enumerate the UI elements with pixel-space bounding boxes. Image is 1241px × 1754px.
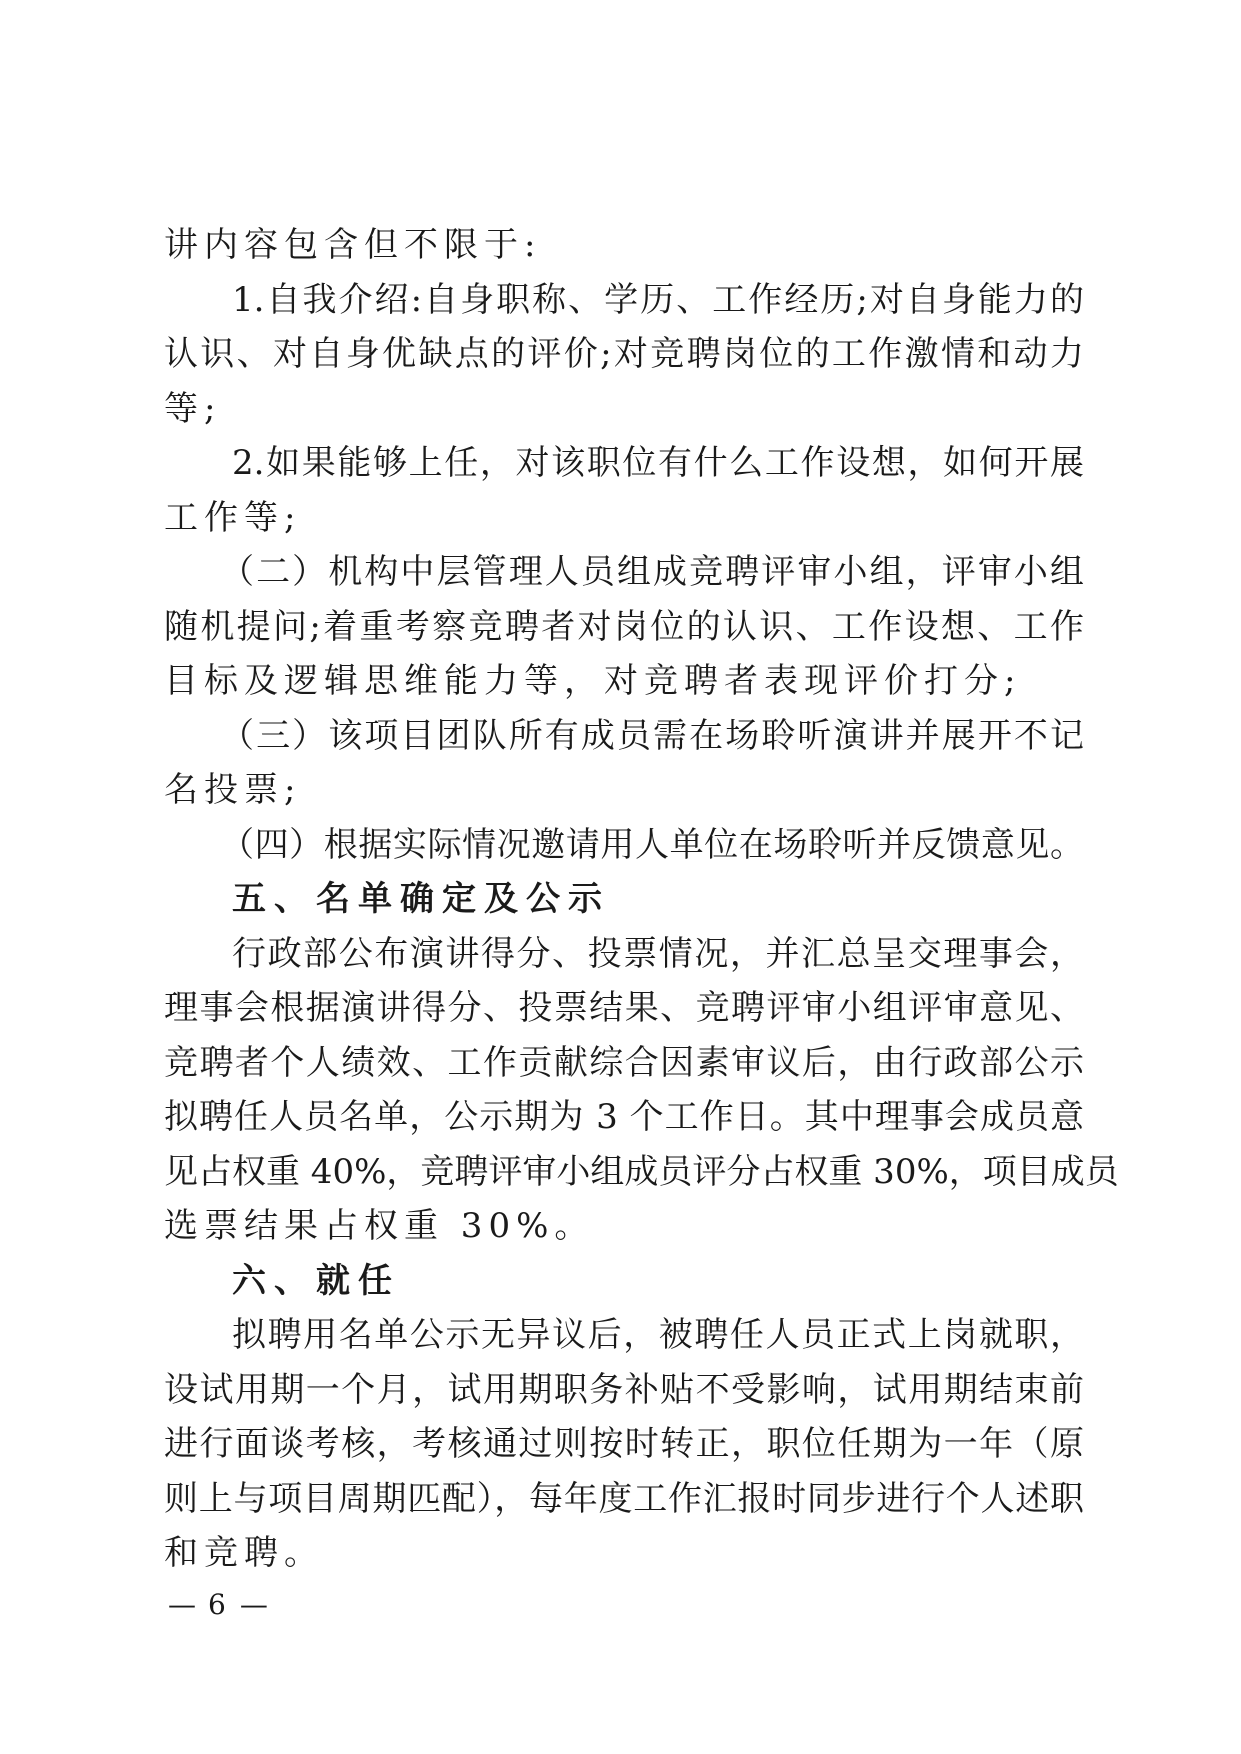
text-line: （二）机构中层管理人员组成竞聘评审小组，评审小组 [220, 552, 1084, 592]
text-line: 随机提问;着重考察竞聘者对岗位的认识、工作设想、工作 [164, 606, 1084, 647]
text-line: 讲内容包含但不限于: [164, 225, 542, 265]
text-line: （三）该项目团队所有成员需在场聆听演讲并展开不记 [220, 715, 1084, 756]
text-line: 行政部公布演讲得分、投票情况，并汇总呈交理事会， [232, 933, 1084, 974]
text-line: 名投票; [164, 770, 302, 810]
text-line: 见占权重 40%，竞聘评审小组成员评分占权重 30%，项目成员 [164, 1151, 1119, 1192]
text-line: 认识、对自身优缺点的评价;对竞聘岗位的工作激情和动力 [164, 334, 1084, 374]
text-line: 等; [164, 388, 222, 429]
text-line: 目标及逻辑思维能力等，对竞聘者表现评价打分; [164, 661, 1022, 701]
text-line: 拟聘用名单公示无异议后，被聘任人员正式上岗就职， [232, 1315, 1084, 1355]
text-line: 工作等; [164, 497, 302, 538]
text-line: 设试用期一个月，试用期职务补贴不受影响，试用期结束前 [164, 1369, 1084, 1410]
section-heading: 六、就任 [232, 1260, 400, 1301]
text-line: 和竞聘。 [164, 1533, 324, 1573]
footer-dash-right: — [239, 1588, 266, 1621]
text-line: 进行面谈考核，考核通过则按时转正，职位任期为一年（原 [164, 1424, 1084, 1464]
text-line: 2.如果能够上任，对该职位有什么工作设想，如何开展 [232, 443, 1084, 483]
text-line: 拟聘任人员名单，公示期为 3 个工作日。其中理事会成员意 [164, 1097, 1084, 1137]
text-line: 竞聘者个人绩效、工作贡献综合因素审议后，由行政部公示 [164, 1042, 1084, 1083]
page-number: 6 [208, 1588, 226, 1621]
footer-dash-left: — [168, 1588, 194, 1621]
section-heading: 五、名单确定及公示 [232, 879, 610, 919]
text-line: 1.自我介绍:自身职称、学历、工作经历;对自身能力的 [232, 279, 1084, 320]
text-line: 选票结果占权重 30%。 [164, 1206, 595, 1246]
text-line: 则上与项目周期匹配），每年度工作汇报时同步进行个人述职 [164, 1478, 1084, 1519]
document-body [164, 218, 1119, 1581]
text-line: （四）根据实际情况邀请用人单位在场聆听并反馈意见。 [220, 824, 1084, 865]
text-line: 理事会根据演讲得分、投票结果、竞聘评审小组评审意见、 [164, 988, 1084, 1028]
page-footer [168, 1588, 266, 1621]
